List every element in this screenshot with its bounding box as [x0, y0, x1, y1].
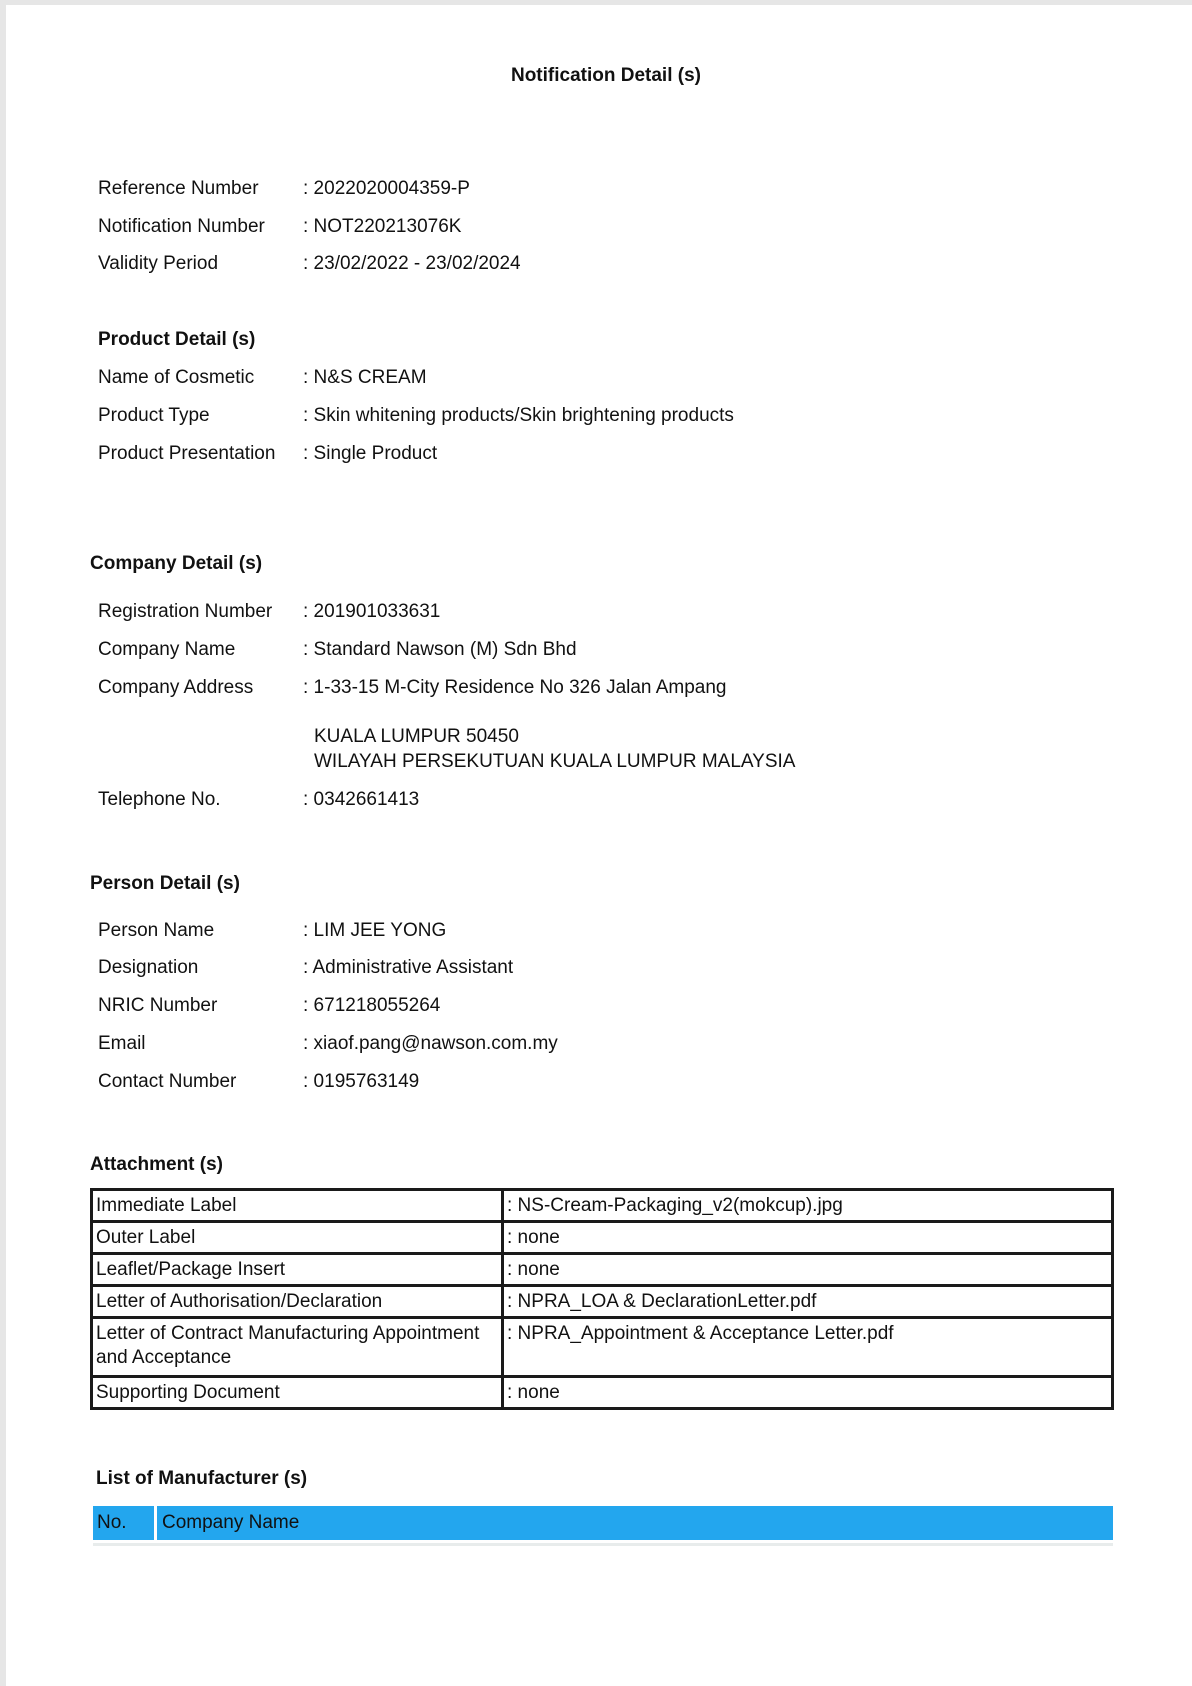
telephone-value: : 0342661413 — [303, 789, 420, 810]
company-address-label: Company Address — [98, 677, 254, 698]
notification-number-value: : NOT220213076K — [303, 216, 462, 237]
email-label: Email — [98, 1033, 146, 1054]
nric-value: : 671218055264 — [303, 995, 441, 1016]
attachment-file: : none — [503, 1222, 1113, 1254]
product-presentation-value: : Single Product — [303, 443, 438, 464]
attachment-label: Letter of Contract Manufacturing Appointment and Acceptance — [92, 1318, 503, 1377]
contact-number-value: : 0195763149 — [303, 1071, 420, 1092]
manufacturer-table-header — [93, 1506, 1113, 1540]
table-row — [92, 1222, 1113, 1254]
column-header-company-name: Company Name — [157, 1506, 1113, 1540]
nric-label: NRIC Number — [98, 995, 218, 1016]
attachment-file: : NPRA_LOA & DeclarationLetter.pdf — [503, 1286, 1113, 1318]
reference-number-value: : 2022020004359-P — [303, 178, 470, 199]
attachment-heading: Attachment (s) — [90, 1154, 224, 1175]
table-row — [92, 1190, 1113, 1222]
column-header-no: No. — [93, 1506, 154, 1540]
manufacturer-list-heading: List of Manufacturer (s) — [96, 1468, 308, 1489]
cosmetic-name-value: : N&S CREAM — [303, 367, 427, 388]
product-type-label: Product Type — [98, 405, 210, 426]
manufacturer-table-divider — [93, 1543, 1113, 1546]
company-name-value: : Standard Nawson (M) Sdn Bhd — [303, 639, 577, 660]
attachment-label: Letter of Authorisation/Declaration — [92, 1286, 503, 1318]
attachment-file: : NS-Cream-Packaging_v2(mokcup).jpg — [503, 1190, 1113, 1222]
telephone-label: Telephone No. — [98, 789, 221, 810]
registration-number-value: : 201901033631 — [303, 601, 441, 622]
cosmetic-name-label: Name of Cosmetic — [98, 367, 255, 388]
attachment-label: Supporting Document — [92, 1377, 503, 1409]
table-row — [92, 1286, 1113, 1318]
table-row — [92, 1318, 1113, 1377]
email-value: : xiaof.pang@nawson.com.my — [303, 1033, 558, 1054]
person-name-value: : LIM JEE YONG — [303, 920, 447, 941]
notification-number-label: Notification Number — [98, 216, 265, 237]
contact-number-label: Contact Number — [98, 1071, 237, 1092]
company-address-line-state: WILAYAH PERSEKUTUAN KUALA LUMPUR MALAYSIA — [314, 751, 796, 772]
page-title: Notification Detail (s) — [510, 65, 701, 86]
designation-value: : Administrative Assistant — [303, 957, 514, 978]
company-address-value: : 1-33-15 M-City Residence No 326 Jalan Ampang — [303, 677, 727, 698]
attachment-file: : NPRA_Appointment & Acceptance Letter.pdf — [503, 1318, 1113, 1377]
validity-period-value: : 23/02/2022 - 23/02/2024 — [303, 253, 521, 274]
product-type-value: : Skin whitening products/Skin brightening products — [303, 405, 734, 426]
table-row — [92, 1377, 1113, 1409]
product-presentation-label: Product Presentation — [98, 443, 276, 464]
company-detail-heading: Company Detail (s) — [90, 553, 263, 574]
document-page — [6, 5, 1192, 1686]
company-name-label: Company Name — [98, 639, 236, 660]
reference-number-label: Reference Number — [98, 178, 259, 199]
company-address-line-city: KUALA LUMPUR 50450 — [314, 726, 519, 747]
validity-period-label: Validity Period — [98, 253, 219, 274]
attachment-label: Outer Label — [92, 1222, 503, 1254]
product-detail-heading: Product Detail (s) — [98, 329, 256, 350]
registration-number-label: Registration Number — [98, 601, 273, 622]
attachment-label: Immediate Label — [92, 1190, 503, 1222]
designation-label: Designation — [98, 957, 199, 978]
attachments-table — [90, 1188, 1114, 1410]
attachment-file: : none — [503, 1377, 1113, 1409]
table-row — [92, 1254, 1113, 1286]
person-name-label: Person Name — [98, 920, 215, 941]
person-detail-heading: Person Detail (s) — [90, 873, 240, 894]
attachment-file: : none — [503, 1254, 1113, 1286]
attachment-label: Leaflet/Package Insert — [92, 1254, 503, 1286]
